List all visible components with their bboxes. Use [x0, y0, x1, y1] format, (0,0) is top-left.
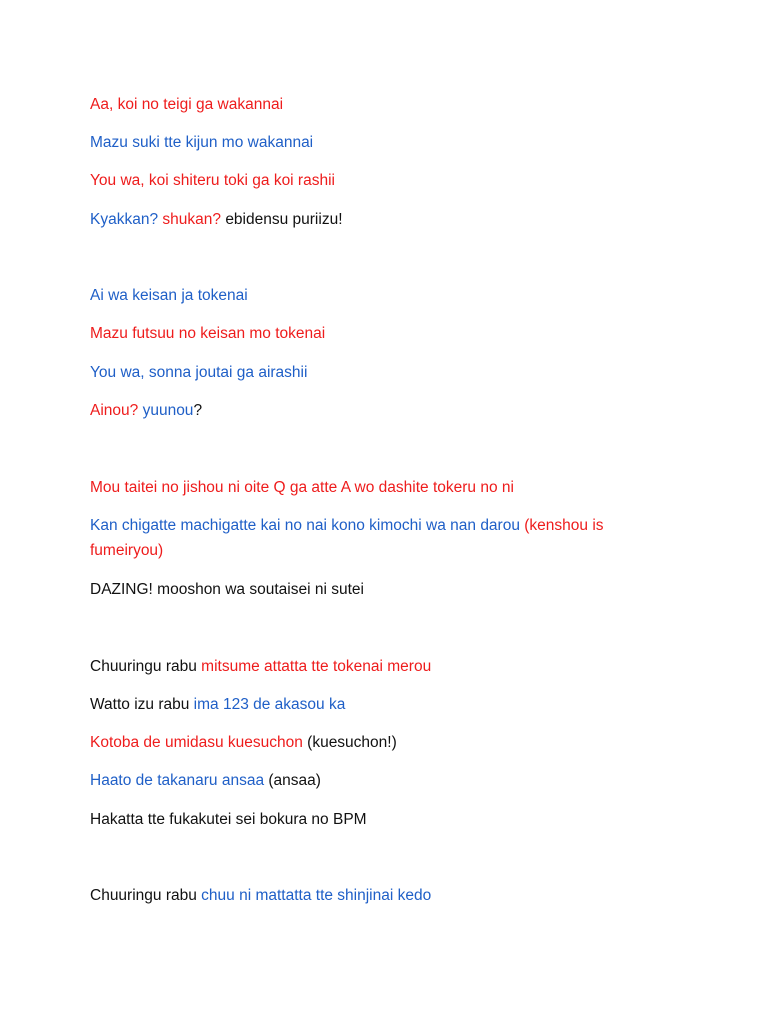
lyric-line: [90, 730, 650, 755]
lyric-segment: (ansaa): [268, 772, 321, 789]
lyric-segment: shukan?: [162, 211, 226, 228]
lyric-line: You wa, sonna joutai ga airashii: [90, 364, 308, 381]
lyric-line: Aa, koi no teigi ga wakannai: [90, 96, 284, 113]
lyric-segment: (kenshou is fumeiryou): [90, 517, 604, 559]
lyric-line: [90, 654, 650, 679]
lyric-line: Mou taitei no jishou ni oite Q ga atte A wo dashite tokeru no ni: [90, 479, 514, 496]
lyric-segment: Chuuringu rabu: [90, 887, 202, 904]
lyric-line: DAZING! mooshon wa soutaisei ni sutei: [90, 581, 364, 598]
lyric-line: Mazu suki tte kijun mo wakannai: [90, 134, 314, 151]
lyric-segment: chuu ni mattatta tte shinjinai kedo: [201, 887, 432, 904]
lyric-segment: mitsume attatta tte tokenai merou: [201, 658, 432, 675]
lyric-line: Hakatta tte fukakutei sei bokura no BPM: [90, 811, 367, 828]
lyric-segment: Watto izu rabu: [90, 696, 194, 713]
lyric-segment: Kyakkan?: [90, 211, 163, 228]
lyric-line: Ai wa keisan ja tokenai: [90, 287, 248, 304]
lyric-line: You wa, koi shiteru toki ga koi rashii: [90, 172, 335, 189]
lyric-segment: (kuesuchon!): [307, 734, 397, 751]
lyric-line: [90, 768, 650, 793]
lyric-segment: Kotoba de umidasu kuesuchon: [90, 734, 308, 751]
lyric-line: [90, 398, 650, 423]
lyric-line: [90, 207, 650, 232]
lyric-line: [90, 883, 650, 908]
lyric-line: [90, 692, 650, 717]
lyric-segment: Chuuringu rabu: [90, 658, 202, 675]
lyric-segment: yuunou: [142, 402, 194, 419]
lyric-segment: ima 123 de akasou ka: [193, 696, 346, 713]
lyric-segment: Haato de takanaru ansaa: [90, 772, 269, 789]
lyric-segment: ebidensu puriizu!: [225, 211, 343, 228]
lyric-segment: Ainou?: [90, 402, 143, 419]
lyric-segment: Kan chigatte machigatte kai no nai kono kimochi wa nan darou: [90, 517, 525, 534]
lyric-segment: ?: [193, 402, 203, 419]
lyric-line: Mazu futsuu no keisan mo tokenai: [90, 325, 326, 342]
lyric-line: [90, 513, 630, 563]
